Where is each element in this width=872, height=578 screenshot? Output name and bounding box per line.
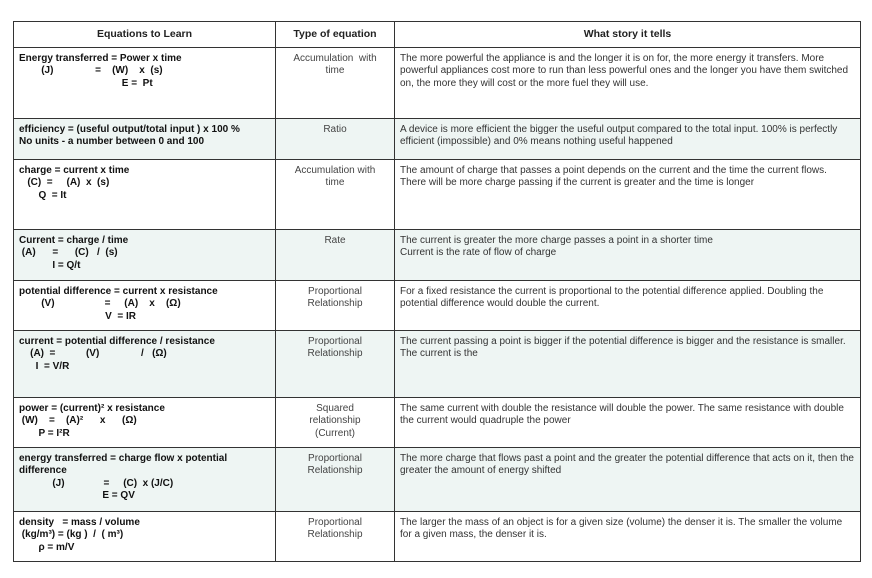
type-cell: [276, 512, 395, 562]
equation-line: charge = current x time: [19, 165, 130, 176]
equation-line: No units - a number between 0 and 100: [19, 136, 205, 148]
equation-line: power = (current)² x resistance: [19, 403, 165, 414]
type-line: relationship: [309, 415, 361, 427]
story-cell: The amount of charge that passes a point depends on the current and the time the current flows. There will be more charge passing if the current is greater and the time is longer: [395, 160, 861, 230]
type-line: Relationship: [307, 529, 363, 541]
type-line: Proportional: [308, 517, 362, 528]
table-body: [14, 48, 861, 562]
equation-cell: [14, 119, 276, 160]
type-cell: [276, 331, 395, 398]
equation-line: V = IR: [19, 310, 136, 322]
table-row: [14, 119, 861, 160]
equation-line: Q = It: [19, 189, 67, 201]
equation-line: potential difference = current x resistance: [19, 286, 218, 297]
equation-cell: [14, 512, 276, 562]
type-cell: [276, 230, 395, 281]
equation-line: E = Pt: [19, 77, 153, 89]
story-cell: The current is greater the more charge passes a point in a shorter time Current is the rate of flow of charge: [395, 230, 861, 281]
equation-cell: [14, 281, 276, 331]
story-cell: For a fixed resistance the current is proportional to the potential difference applied. Doubling the potential difference would double the current.: [395, 281, 861, 331]
equation-line: density = mass / volume: [19, 517, 140, 528]
equations-table: [13, 21, 861, 562]
equation-line: (J) = (C) x (J/C): [19, 477, 174, 489]
type-line: Relationship: [307, 348, 363, 360]
table-header-row: [14, 22, 861, 48]
type-line: Squared: [316, 403, 354, 414]
table-row: [14, 448, 861, 512]
equation-line: P = I²R: [19, 427, 70, 439]
equation-cell: [14, 48, 276, 119]
type-line: Relationship: [307, 298, 363, 310]
equation-line: (kg/m³) = (kg ) / ( m³): [19, 529, 124, 541]
equation-line: E = QV: [19, 490, 135, 502]
equation-line: difference: [19, 465, 67, 477]
equation-cell: [14, 160, 276, 230]
story-cell: The larger the mass of an object is for a given size (volume) the denser it is. The smaller the volume for a given mass, the denser it is.: [395, 512, 861, 562]
equation-line: I = Q/t: [19, 259, 81, 271]
table-row: [14, 160, 861, 230]
type-line: Proportional: [308, 453, 362, 464]
header-type: Type of equation: [276, 22, 395, 48]
type-cell: [276, 160, 395, 230]
equation-cell: [14, 331, 276, 398]
type-line: time: [325, 65, 345, 77]
equation-cell: [14, 448, 276, 512]
type-cell: [276, 281, 395, 331]
type-line: Accumulation with: [293, 53, 377, 64]
equation-line: energy transferred = charge flow x potential: [19, 453, 228, 464]
equations-table-container: [13, 21, 861, 562]
story-cell: The same current with double the resistance will double the power. The same resistance with double the current would quadruple the power: [395, 398, 861, 448]
type-cell: [276, 448, 395, 512]
type-line: Ratio: [323, 124, 347, 135]
type-line: time: [325, 177, 345, 189]
equation-line: I = V/R: [19, 360, 70, 372]
table-row: [14, 230, 861, 281]
equation-line: (W) = (A)² x (Ω): [19, 415, 137, 427]
equation-cell: [14, 398, 276, 448]
equation-line: (V) = (A) x (Ω): [19, 298, 181, 310]
equation-line: (A) = (V) / (Ω): [19, 348, 167, 360]
type-line: Proportional: [308, 336, 362, 347]
story-cell: The current passing a point is bigger if the potential difference is bigger and the resistance is smaller. The current is the: [395, 331, 861, 398]
equation-line: Current = charge / time: [19, 235, 129, 246]
story-cell: The more powerful the appliance is and the longer it is on for, the more energy it transfers. More powerful appliances cost more to run than less powerful ones and the longer you have them switched on, the more they will cost or the more fuel they will use.: [395, 48, 861, 119]
type-cell: [276, 48, 395, 119]
equation-line: ρ = m/V: [19, 541, 75, 553]
table-row: [14, 398, 861, 448]
type-cell: [276, 398, 395, 448]
story-cell: The more charge that flows past a point and the greater the potential difference that acts on it, then the greater the amount of energy shifted: [395, 448, 861, 512]
header-story: What story it tells: [395, 22, 861, 48]
story-cell: A device is more efficient the bigger the useful output compared to the total input. 100% is perfectly efficient (impossible) and 0% means nothing useful happened: [395, 119, 861, 160]
header-equations: Equations to Learn: [14, 22, 276, 48]
type-line: Relationship: [307, 465, 363, 477]
table-row: [14, 281, 861, 331]
equation-line: efficiency = (useful output/total input ) x 100 %: [19, 124, 240, 135]
equation-cell: [14, 230, 276, 281]
type-line: (Current): [314, 427, 355, 439]
equation-line: (J) = (W) x (s): [19, 65, 163, 77]
table-row: [14, 331, 861, 398]
equation-line: (C) = (A) x (s): [19, 177, 110, 189]
type-line: Accumulation with: [294, 165, 376, 176]
equation-line: Energy transferred = Power x time: [19, 53, 182, 64]
type-line: Proportional: [308, 286, 362, 297]
table-row: [14, 48, 861, 119]
table-row: [14, 512, 861, 562]
type-cell: [276, 119, 395, 160]
equation-line: (A) = (C) / (s): [19, 247, 118, 259]
equation-line: current = potential difference / resistance: [19, 336, 215, 347]
type-line: Rate: [324, 235, 346, 246]
